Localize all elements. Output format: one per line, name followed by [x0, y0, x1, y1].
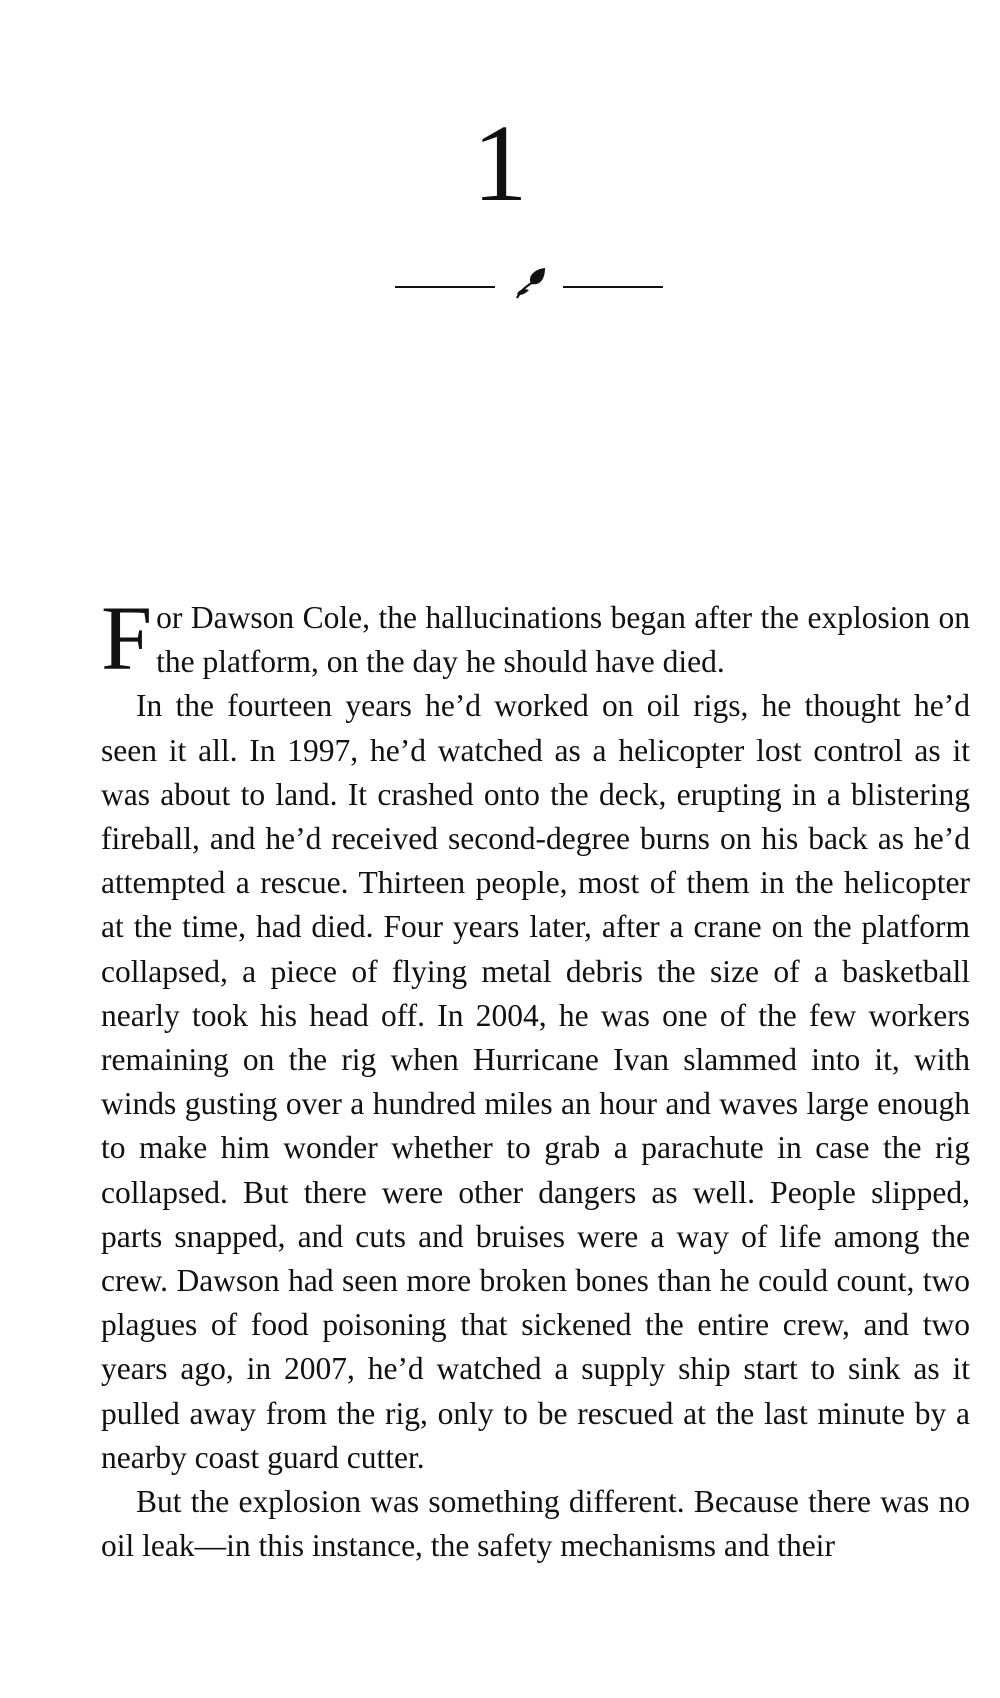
- paragraph-1-text: or Dawson Cole, the hallucinations began after the explosion on the platform, on the day he should have died.: [156, 600, 970, 680]
- drop-cap: F: [101, 587, 153, 689]
- ornament-rule-right: [563, 286, 663, 288]
- chapter-body-text: [101, 587, 970, 1568]
- paragraph-2: In the fourteen years he’d worked on oil rigs, he thought he’d seen it all. In 1997, he’d watched as a helicopter lost control as it was about to land. It crashed onto the deck, erupting in a blistering fireball, and he’d received second-degree burns on his back as he’d attempted a rescue. Thirteen people, most of them in the helicopter at the time, had died. Four years later, after a crane on the platform collapsed, a piece of flying metal debris the size of a basketball nearly took his head off. In 2004, he was one of the few workers remaining on the rig when Hurricane Ivan slammed into it, with winds gusting over a hundred miles an hour and waves large enough to make him wonder whether to grab a parachute in case the rig collapsed. But there were other dangers as well. People slipped, parts snapped, and cuts and bruises were a way of life among the crew. Dawson had seen more broken bones than he could count, two plagues of food poisoning that sickened the entire crew, and two years ago, in 2007, he’d watched a supply ship start to sink as it pulled away from the rig, only to be rescued at the last minute by a nearby coast guard cutter.: [101, 688, 970, 1475]
- ornament-rule-left: [395, 286, 495, 288]
- chapter-ornament: [395, 266, 665, 302]
- leaf-ornament-icon: [511, 266, 551, 302]
- paragraph-3: But the explosion was something different. Because there was no oil leak—in this instance, the safety mechanisms and their: [101, 1484, 970, 1564]
- paragraph-1: [101, 587, 970, 689]
- chapter-number: 1: [472, 102, 528, 224]
